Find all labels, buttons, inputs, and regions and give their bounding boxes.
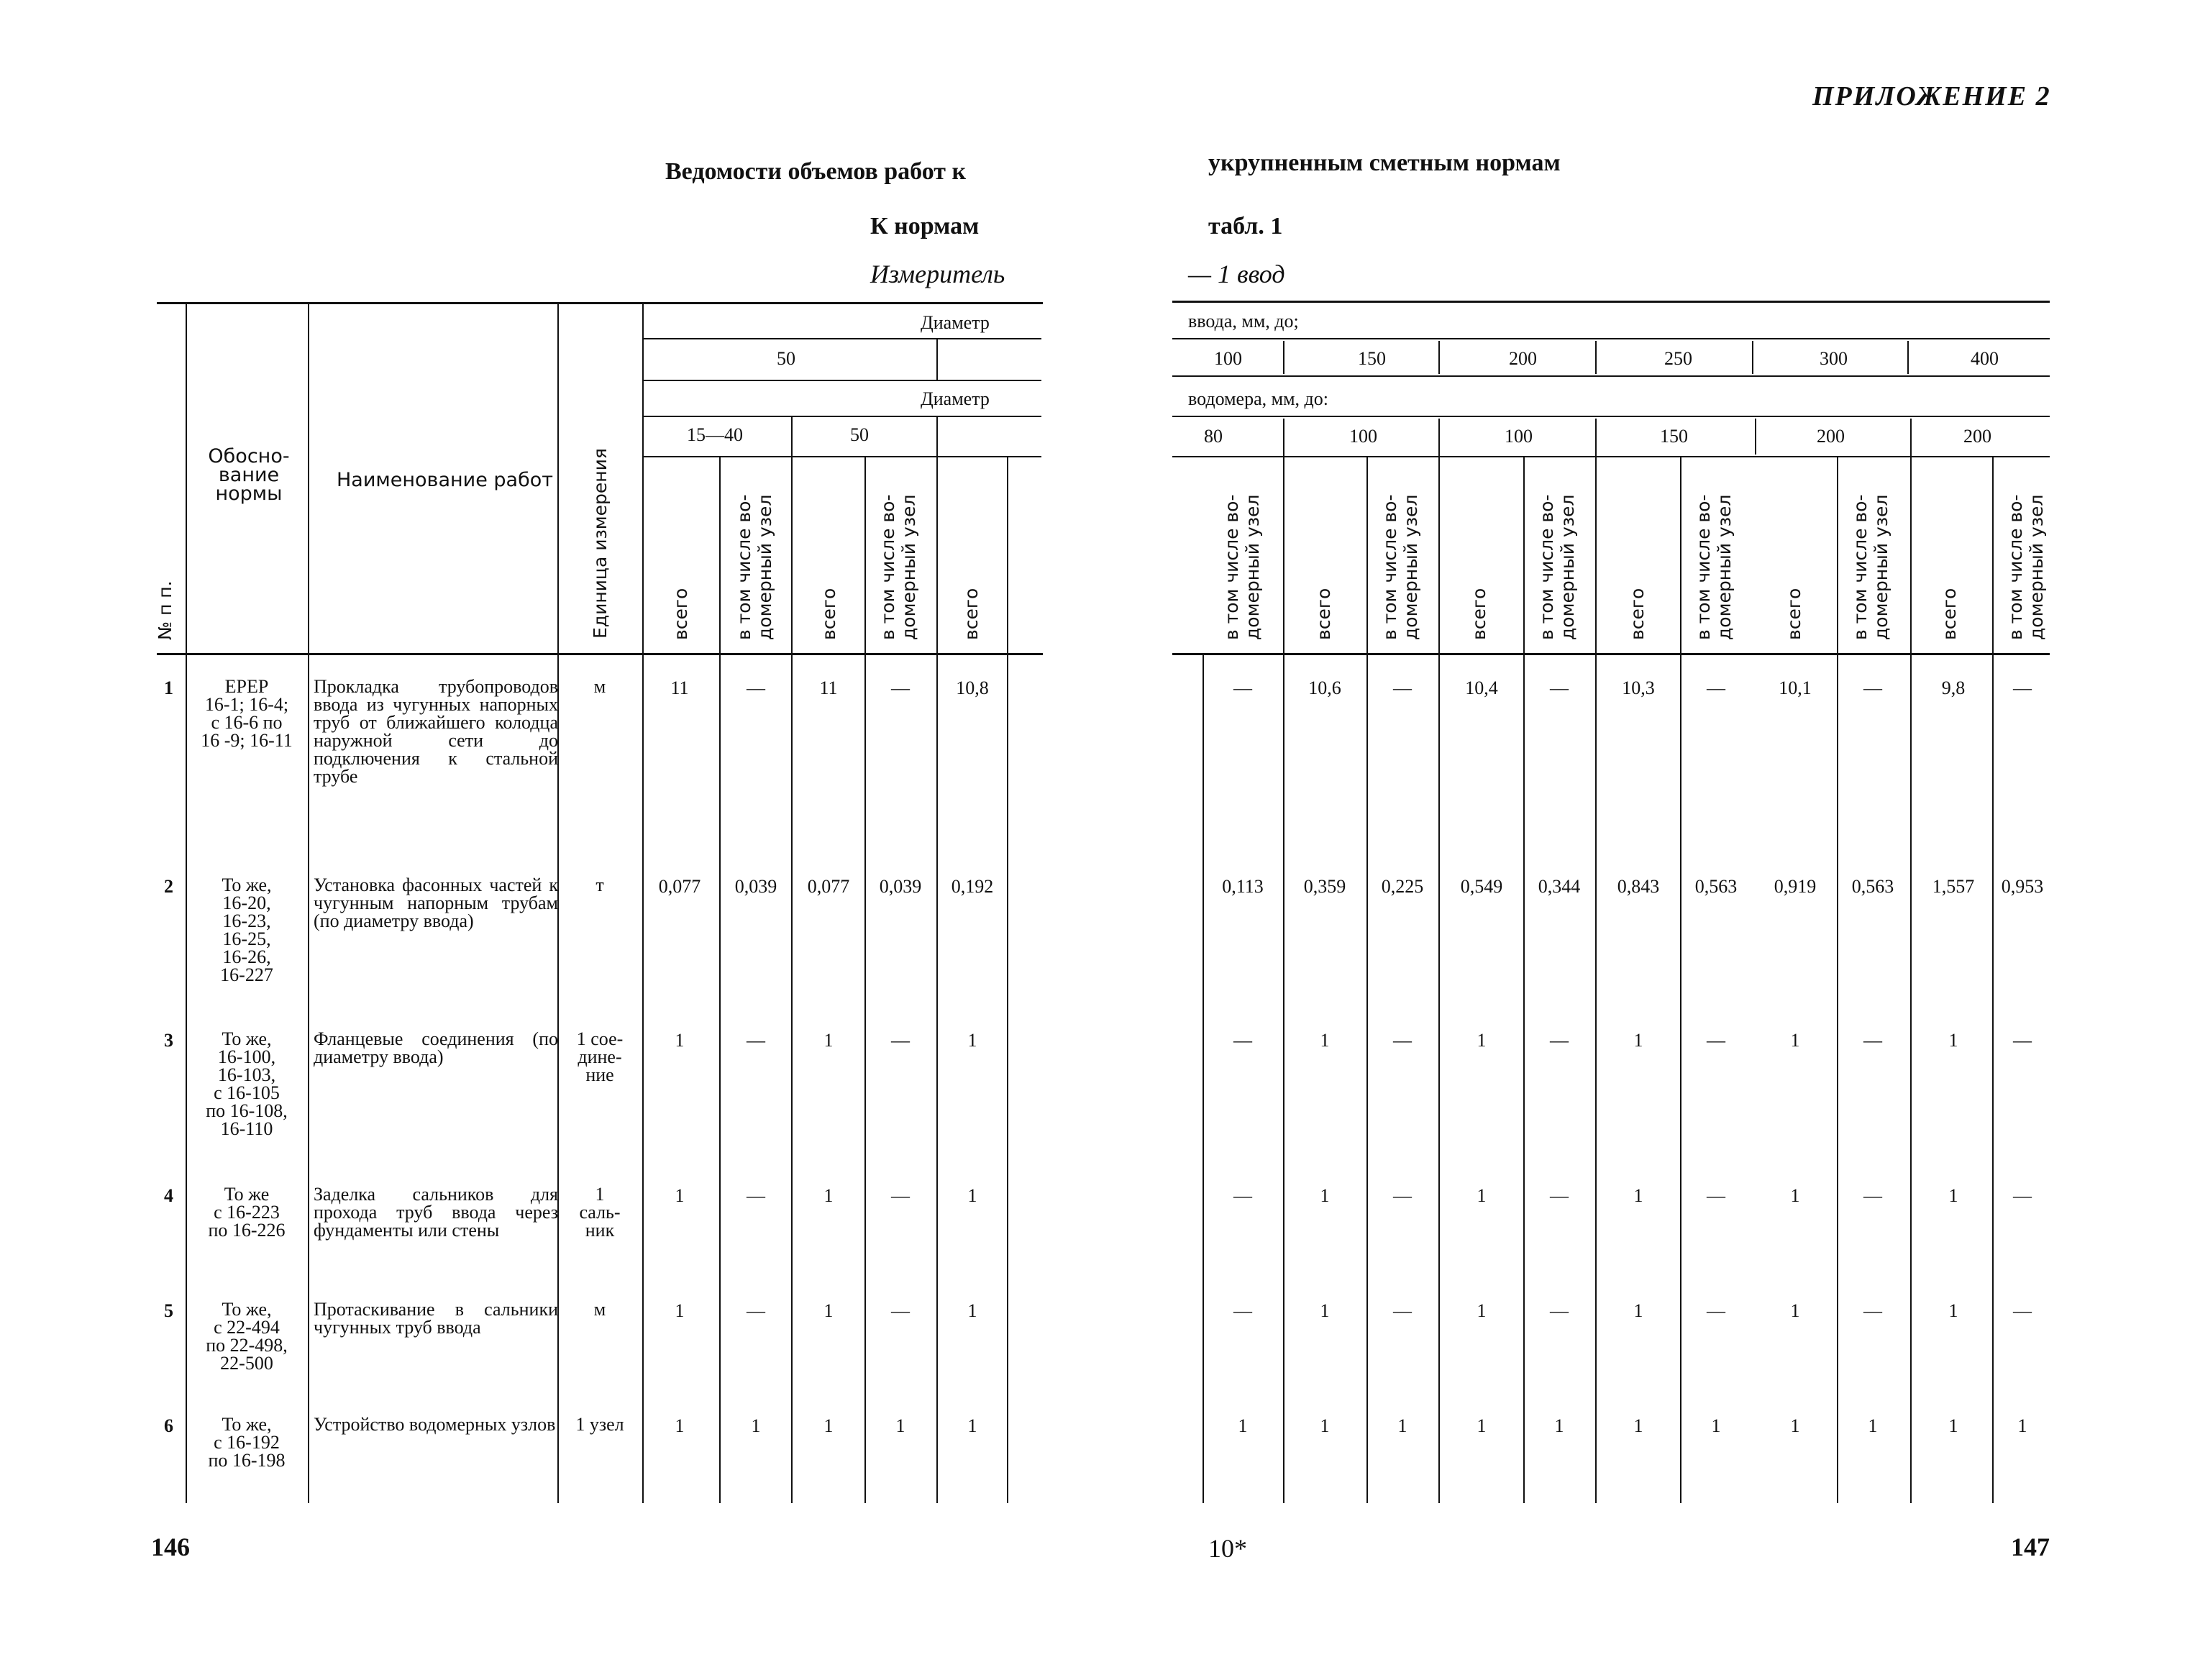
norm-basis-line: по 16-198 — [208, 1450, 286, 1471]
value-cell: 1 — [751, 1415, 761, 1436]
input-size-400: 400 — [1971, 348, 1999, 369]
input-size-150: 150 — [1358, 348, 1386, 369]
norm-basis-line: 22-500 — [220, 1353, 273, 1374]
value-cell: 1 — [823, 1030, 834, 1051]
norm-basis-line: по 22-498, — [206, 1335, 288, 1356]
value-cell: 10,3 — [1622, 677, 1655, 698]
meter-size-50: 50 — [850, 424, 869, 445]
norm-basis-line: с 22-494 — [214, 1317, 280, 1338]
norm-basis-line: То же, — [222, 1414, 272, 1435]
page-number-right: 147 — [2011, 1533, 2050, 1561]
norm-basis-line: ЕРЕР — [224, 676, 269, 697]
value-cell: 1 — [675, 1415, 685, 1436]
meter-size-15-40: 15—40 — [687, 424, 743, 445]
value-cell: — — [2013, 1030, 2032, 1051]
value-cell: 0,359 — [1303, 876, 1346, 897]
value-cell: — — [1233, 677, 1252, 698]
value-cell: — — [2013, 1185, 2032, 1206]
norm-basis — [186, 1300, 308, 1372]
value-cell: 1 — [1554, 1415, 1564, 1436]
value-cell: 1 — [1868, 1415, 1878, 1436]
value-cell: — — [747, 1030, 765, 1051]
norm-basis-line: по 16-226 — [208, 1220, 286, 1241]
value-cell: — — [747, 1185, 765, 1206]
col-header-vtch: в том числе во- домерный узел — [1850, 494, 1891, 640]
col-header-vtch: в том числе во- домерный узел — [1693, 494, 1735, 640]
row-number: 6 — [164, 1415, 173, 1436]
row-number: 5 — [164, 1300, 173, 1321]
unit-of-measure — [560, 677, 639, 695]
col-header-vsego: всего — [1627, 588, 1648, 640]
value-cell: 1 — [1477, 1185, 1487, 1206]
col-header-vsego: всего — [1313, 588, 1334, 640]
value-cell: 1 — [1948, 1030, 1958, 1051]
value-cell: — — [2013, 677, 2032, 698]
value-cell: 1 — [1790, 1030, 1800, 1051]
value-cell: — — [1550, 677, 1569, 698]
value-cell: — — [1863, 1300, 1882, 1321]
value-cell: 1 — [1790, 1300, 1800, 1321]
value-cell: 1 — [1320, 1185, 1330, 1206]
norm-basis-line: 16-20, — [222, 892, 271, 913]
meter-size-80: 80 — [1204, 426, 1223, 447]
work-name: Заделка сальников для прохода труб ввода через фундаменты или стены — [314, 1184, 558, 1241]
value-cell: 1 — [1948, 1185, 1958, 1206]
basis-header: Обосно-вание нормы — [208, 445, 290, 505]
value-cell: 1 — [1633, 1185, 1643, 1206]
value-cell: — — [2013, 1300, 2032, 1321]
unit-of-measure — [560, 1185, 639, 1239]
value-cell: 0,039 — [879, 876, 922, 897]
row-number: 3 — [164, 1030, 173, 1051]
value-cell: 1 — [823, 1415, 834, 1436]
value-cell: 1 — [1633, 1030, 1643, 1051]
work-name: Установка фасонных частей к чугунным напорным трубам (по диаметру ввода) — [314, 875, 558, 931]
value-cell: — — [891, 1300, 910, 1321]
value-cell: 1 — [967, 1300, 977, 1321]
value-cell: 1 — [1320, 1415, 1330, 1436]
norm-basis-line: То же, — [222, 875, 272, 895]
input-size-50: 50 — [777, 348, 795, 369]
norm-basis-line: 16-227 — [220, 964, 273, 985]
value-cell: 1 — [1711, 1415, 1721, 1436]
row-number: 1 — [164, 677, 173, 698]
norm-basis-line: с 16-223 — [214, 1202, 280, 1223]
title-right: укрупненным сметным нормам — [1208, 150, 1561, 176]
value-cell: 1 — [823, 1300, 834, 1321]
diameter-input-cont: ввода, мм, до; — [1188, 311, 1299, 332]
input-size-200: 200 — [1509, 348, 1537, 369]
unit-line: ник — [585, 1220, 615, 1241]
value-cell: 1 — [895, 1415, 905, 1436]
unit-header: Единица измерения — [590, 448, 611, 639]
value-cell: — — [891, 677, 910, 698]
norm-basis-line: То же, — [222, 1028, 272, 1049]
norm-basis-line: 16-23, — [222, 910, 271, 931]
unit-line: т — [595, 875, 604, 895]
value-cell: — — [1233, 1185, 1252, 1206]
value-cell: 1 — [1790, 1185, 1800, 1206]
value-cell: — — [1863, 677, 1882, 698]
value-cell: 0,113 — [1222, 876, 1264, 897]
col-header-vtch: в том числе во- домерный узел — [1379, 494, 1421, 640]
value-cell: — — [1233, 1300, 1252, 1321]
work-header: Наименование работ — [337, 469, 553, 491]
value-cell: 9,8 — [1941, 677, 1966, 698]
col-header-vsego: всего — [1939, 588, 1960, 640]
norm-basis — [186, 677, 308, 749]
diameter-input-label: Диаметр — [921, 312, 990, 333]
value-cell: 1 — [1320, 1030, 1330, 1051]
value-cell: 0,953 — [2001, 876, 2044, 897]
row-number: 2 — [164, 876, 173, 897]
meter-right: — 1 ввод — [1188, 260, 1285, 288]
value-cell: 1,557 — [1932, 876, 1975, 897]
meter-size-100b: 100 — [1505, 426, 1533, 447]
value-cell: 1 — [2017, 1415, 2027, 1436]
value-cell: 1 — [1397, 1415, 1407, 1436]
row-number-header: № п п. — [155, 580, 175, 640]
unit-line: 1 — [595, 1184, 605, 1205]
norm-basis-line: 16-103, — [217, 1064, 276, 1085]
input-size-100: 100 — [1214, 348, 1242, 369]
norm-basis-line: 16-26, — [222, 946, 271, 967]
work-name: Прокладка трубопроводов ввода из чугунных напорных труб от ближайшего колодца наружной сети до подключения к стальной трубе — [314, 676, 558, 787]
diameter-meter-cont: водомера, мм, до: — [1188, 388, 1328, 409]
norm-basis — [186, 1030, 308, 1138]
value-cell: 1 — [1633, 1300, 1643, 1321]
value-cell: 0,192 — [951, 876, 994, 897]
unit-line: м — [593, 676, 606, 697]
unit-of-measure — [560, 1415, 639, 1433]
meter-size-100: 100 — [1349, 426, 1377, 447]
unit-of-measure — [560, 876, 639, 894]
value-cell: 1 — [1238, 1415, 1248, 1436]
meter-size-200: 200 — [1817, 426, 1845, 447]
norm-basis-line: То же — [224, 1184, 270, 1205]
unit-of-measure — [560, 1300, 639, 1318]
value-cell: 1 — [1320, 1300, 1330, 1321]
value-cell: 1 — [1477, 1300, 1487, 1321]
value-cell: — — [1707, 677, 1725, 698]
value-cell: 0,344 — [1538, 876, 1581, 897]
col-header-vtch: в том числе во- домерный узел — [1221, 494, 1263, 640]
value-cell: 0,077 — [807, 876, 850, 897]
work-name: Фланцевые соединения (по диаметру ввода) — [314, 1028, 558, 1067]
value-cell: 11 — [670, 677, 689, 698]
value-cell: — — [891, 1030, 910, 1051]
value-cell: 10,1 — [1779, 677, 1812, 698]
value-cell: 1 — [967, 1185, 977, 1206]
norm-basis — [186, 876, 308, 984]
title-left: Ведомости объемов работ к — [665, 158, 967, 185]
value-cell: 1 — [675, 1300, 685, 1321]
unit-line: 1 сое- — [576, 1028, 624, 1049]
value-cell: — — [1863, 1030, 1882, 1051]
value-cell: 0,549 — [1460, 876, 1503, 897]
value-cell: 0,039 — [734, 876, 777, 897]
value-cell: 1 — [1633, 1415, 1643, 1436]
unit-line: дине- — [578, 1046, 622, 1067]
value-cell: — — [1393, 677, 1412, 698]
value-cell: 1 — [1948, 1300, 1958, 1321]
unit-of-measure — [560, 1030, 639, 1084]
input-size-300: 300 — [1820, 348, 1848, 369]
norm-basis-line: по 16-108, — [206, 1100, 288, 1121]
meter-size-200b: 200 — [1963, 426, 1991, 447]
value-cell: 10,6 — [1308, 677, 1341, 698]
norm-basis — [186, 1185, 308, 1239]
value-cell: 10,4 — [1465, 677, 1498, 698]
col-header-vsego: всего — [961, 588, 982, 640]
page-number-mid: 10* — [1208, 1534, 1247, 1563]
norm-basis-line: с 16-105 — [214, 1082, 280, 1103]
col-header-vsego: всего — [670, 588, 691, 640]
unit-line: саль- — [579, 1202, 621, 1223]
work-name: Устройство водомерных узлов — [314, 1414, 556, 1435]
unit-line: м — [593, 1299, 606, 1320]
value-cell: 1 — [675, 1030, 685, 1051]
value-cell: — — [1233, 1030, 1252, 1051]
norm-basis-line: 16-100, — [217, 1046, 276, 1067]
col-header-vsego: всего — [1469, 588, 1489, 640]
value-cell: 1 — [675, 1185, 685, 1206]
value-cell: — — [1393, 1185, 1412, 1206]
value-cell: 0,843 — [1617, 876, 1660, 897]
value-cell: — — [747, 1300, 765, 1321]
norms-left: К нормам — [870, 213, 980, 239]
norm-basis-line: 16-1; 16-4; — [204, 694, 289, 715]
col-header-vtch: в том числе во- домерный узел — [734, 494, 775, 640]
value-cell: — — [1863, 1185, 1882, 1206]
norm-basis-line: 16-110 — [220, 1118, 273, 1139]
diameter-meter-label: Диаметр — [921, 388, 990, 409]
unit-line: ние — [585, 1064, 614, 1085]
norm-basis-line: с 16-192 — [214, 1432, 280, 1453]
col-header-vtch: в том числе во- домерный узел — [2005, 494, 2047, 640]
value-cell: 0,225 — [1381, 876, 1424, 897]
value-cell: 10,8 — [956, 677, 989, 698]
value-cell: — — [1550, 1185, 1569, 1206]
norm-basis-line: 16 -9; 16-11 — [201, 730, 293, 751]
unit-line: 1 узел — [575, 1414, 624, 1435]
meter-left: Измеритель — [870, 260, 1005, 288]
col-header-vtch: в том числе во- домерный узел — [1536, 494, 1578, 640]
value-cell: 1 — [823, 1185, 834, 1206]
norm-basis-line: 16-25, — [222, 928, 271, 949]
value-cell: — — [1707, 1030, 1725, 1051]
value-cell: 1 — [1948, 1415, 1958, 1436]
norms-right: табл. 1 — [1208, 213, 1283, 239]
value-cell: — — [747, 677, 765, 698]
value-cell: 1 — [1477, 1030, 1487, 1051]
value-cell: — — [1550, 1030, 1569, 1051]
value-cell: — — [891, 1185, 910, 1206]
appendix-label: ПРИЛОЖЕНИЕ 2 — [1812, 81, 2051, 111]
input-size-250: 250 — [1664, 348, 1692, 369]
row-number: 4 — [164, 1185, 173, 1206]
meter-size-150: 150 — [1660, 426, 1688, 447]
value-cell: 1 — [967, 1415, 977, 1436]
value-cell: 1 — [967, 1030, 977, 1051]
col-header-vsego: всего — [1784, 588, 1804, 640]
value-cell: — — [1550, 1300, 1569, 1321]
page-number-left: 146 — [151, 1533, 190, 1561]
value-cell: 0,919 — [1774, 876, 1817, 897]
value-cell: 0,077 — [658, 876, 701, 897]
norm-basis-line: с 16-6 по — [211, 712, 283, 733]
norm-basis-line: То же, — [222, 1299, 272, 1320]
value-cell: 0,563 — [1851, 876, 1894, 897]
col-header-vtch: в том числе во- домерный узел — [877, 494, 919, 640]
value-cell: 11 — [819, 677, 838, 698]
work-name: Протаскивание в сальники чугунных труб ввода — [314, 1299, 558, 1338]
value-cell: 1 — [1790, 1415, 1800, 1436]
value-cell: — — [1393, 1300, 1412, 1321]
value-cell: 0,563 — [1694, 876, 1738, 897]
col-header-vsego: всего — [818, 588, 839, 640]
value-cell: 1 — [1477, 1415, 1487, 1436]
value-cell: — — [1707, 1300, 1725, 1321]
norm-basis — [186, 1415, 308, 1469]
value-cell: — — [1707, 1185, 1725, 1206]
value-cell: — — [1393, 1030, 1412, 1051]
